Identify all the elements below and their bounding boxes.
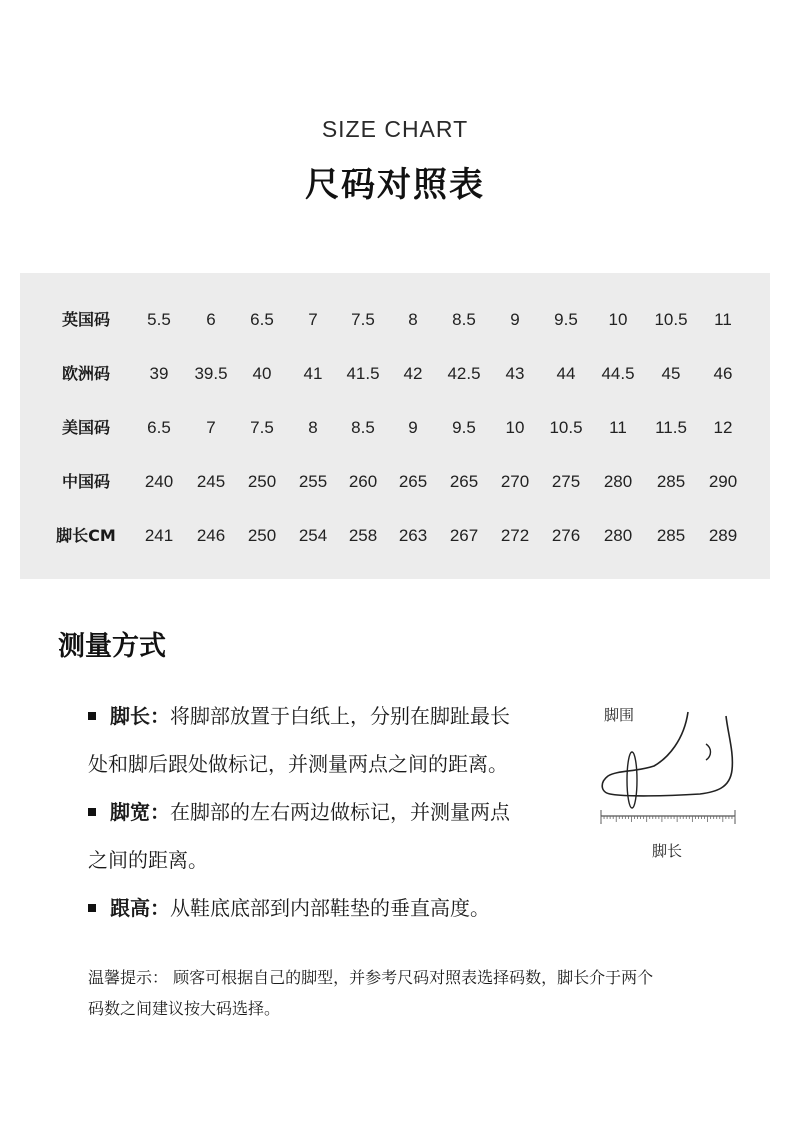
tip-line-2: 码数之间建议按大码选择。: [88, 999, 281, 1018]
table-cell: 46: [713, 364, 733, 383]
girth-label: 脚围: [604, 706, 635, 724]
table-cell: 9: [510, 310, 520, 329]
table-cell: 10: [608, 310, 628, 329]
table-cell: 9.5: [554, 310, 578, 329]
table-cell: 44: [556, 364, 576, 383]
table-cell: 254: [298, 526, 328, 545]
table-cell: 41: [303, 364, 323, 383]
table-row: [20, 413, 770, 443]
row-label: 美国码: [61, 418, 110, 437]
table-cell: 39: [149, 364, 169, 383]
bullet-icon: [88, 904, 96, 912]
table-row: [20, 305, 770, 335]
bullet-icon: [88, 808, 96, 816]
table-cell: 7: [206, 418, 216, 437]
table-cell: 263: [398, 526, 428, 545]
table-cell: 275: [551, 472, 581, 491]
table-cell: 265: [449, 472, 479, 491]
item-foot-width-cont: [88, 836, 208, 884]
table-cell: 240: [144, 472, 174, 491]
chart-subtitle: SIZE CHART: [321, 116, 469, 142]
desc-foot-width-1: 在脚部的左右两边做标记，并测量两点: [170, 800, 510, 824]
table-row: [20, 521, 770, 551]
row-label: 欧洲码: [61, 364, 110, 383]
table-cell: 289: [708, 526, 738, 545]
table-cell: 10: [505, 418, 525, 437]
bullet-icon: [88, 712, 96, 720]
table-cell: 11: [714, 310, 732, 329]
row-label: 脚长CM: [56, 526, 116, 545]
table-cell: 285: [656, 526, 686, 545]
item-foot-width: 脚宽：在脚部的左右两边做标记，并测量两点: [88, 788, 510, 836]
table-cell: 8: [408, 310, 418, 329]
table-cell: 43: [505, 364, 525, 383]
table-cell: 272: [500, 526, 530, 545]
table-cell: 270: [500, 472, 530, 491]
table-cell: 246: [196, 526, 226, 545]
table-row: [20, 359, 770, 389]
table-cell: 8.5: [351, 418, 375, 437]
table-cell: 42.5: [447, 364, 481, 383]
item-heel-height: 跟高：从鞋底底部到内部鞋垫的垂直高度。: [88, 884, 490, 932]
table-cell: 7.5: [250, 418, 274, 437]
size-table: [20, 273, 770, 579]
ruler-ticks: [601, 816, 735, 822]
table-cell: 265: [398, 472, 428, 491]
row-label: 英国码: [61, 310, 110, 329]
item-foot-length-cont: [88, 740, 508, 788]
table-cell: 44.5: [601, 364, 635, 383]
table-cell: 39.5: [194, 364, 228, 383]
table-cell: 241: [144, 526, 174, 545]
table-cell: 45: [661, 364, 681, 383]
table-cell: 8: [308, 418, 318, 437]
row-label: 中国码: [61, 472, 110, 491]
term-foot-length: 脚长: [110, 704, 150, 728]
desc-heel-height: 从鞋底底部到内部鞋垫的垂直高度。: [170, 896, 490, 920]
table-cell: 250: [247, 526, 277, 545]
desc-foot-length-2: 处和脚后跟处做标记，并测量两点之间的距离。: [88, 752, 508, 776]
table-cell: 11.5: [655, 418, 687, 437]
table-cell: 8.5: [452, 310, 476, 329]
table-cell: 42: [403, 364, 423, 383]
table-cell: 10.5: [549, 418, 583, 437]
header: [0, 116, 790, 206]
table-cell: 276: [551, 526, 581, 545]
table-cell: 6.5: [147, 418, 171, 437]
table-cell: 258: [348, 526, 378, 545]
table-cell: 267: [449, 526, 479, 545]
table-cell: 9.5: [452, 418, 476, 437]
table-cell: 10.5: [654, 310, 688, 329]
table-cell: 7.5: [351, 310, 375, 329]
measurement-title: 测量方式: [58, 631, 166, 662]
table-cell: 290: [708, 472, 738, 491]
table-cell: 6.5: [250, 310, 274, 329]
table-cell: 11: [609, 418, 627, 437]
tip-text: [88, 962, 748, 1024]
page-title: 尺码对照表: [305, 165, 485, 205]
table-cell: 260: [348, 472, 378, 491]
desc-foot-length-1: 将脚部放置于白纸上，分别在脚趾最长: [170, 704, 510, 728]
term-foot-width: 脚宽: [110, 800, 150, 824]
table-cell: 12: [713, 418, 733, 437]
table-cell: 6: [206, 310, 216, 329]
desc-foot-width-2: 之间的距离。: [88, 848, 208, 872]
table-cell: 40: [252, 364, 272, 383]
table-cell: 41.5: [346, 364, 380, 383]
table-cell: 285: [656, 472, 686, 491]
table-cell: 250: [247, 472, 277, 491]
table-cell: 280: [603, 472, 633, 491]
table-cell: 9: [408, 418, 418, 437]
item-foot-length: 脚长：将脚部放置于白纸上，分别在脚趾最长: [88, 692, 510, 740]
table-row: [20, 467, 770, 497]
term-heel-height: 跟高: [110, 896, 150, 920]
table-cell: 5.5: [147, 310, 171, 329]
table-cell: 7: [308, 310, 318, 329]
foot-diagram: [596, 700, 746, 870]
length-label: 脚长: [652, 842, 683, 860]
table-cell: 255: [298, 472, 328, 491]
tip-line-1: 温馨提示： 顾客可根据自己的脚型，并参考尺码对照表选择码数，脚长介于两个: [88, 968, 654, 987]
table-cell: 245: [196, 472, 226, 491]
table-cell: 280: [603, 526, 633, 545]
